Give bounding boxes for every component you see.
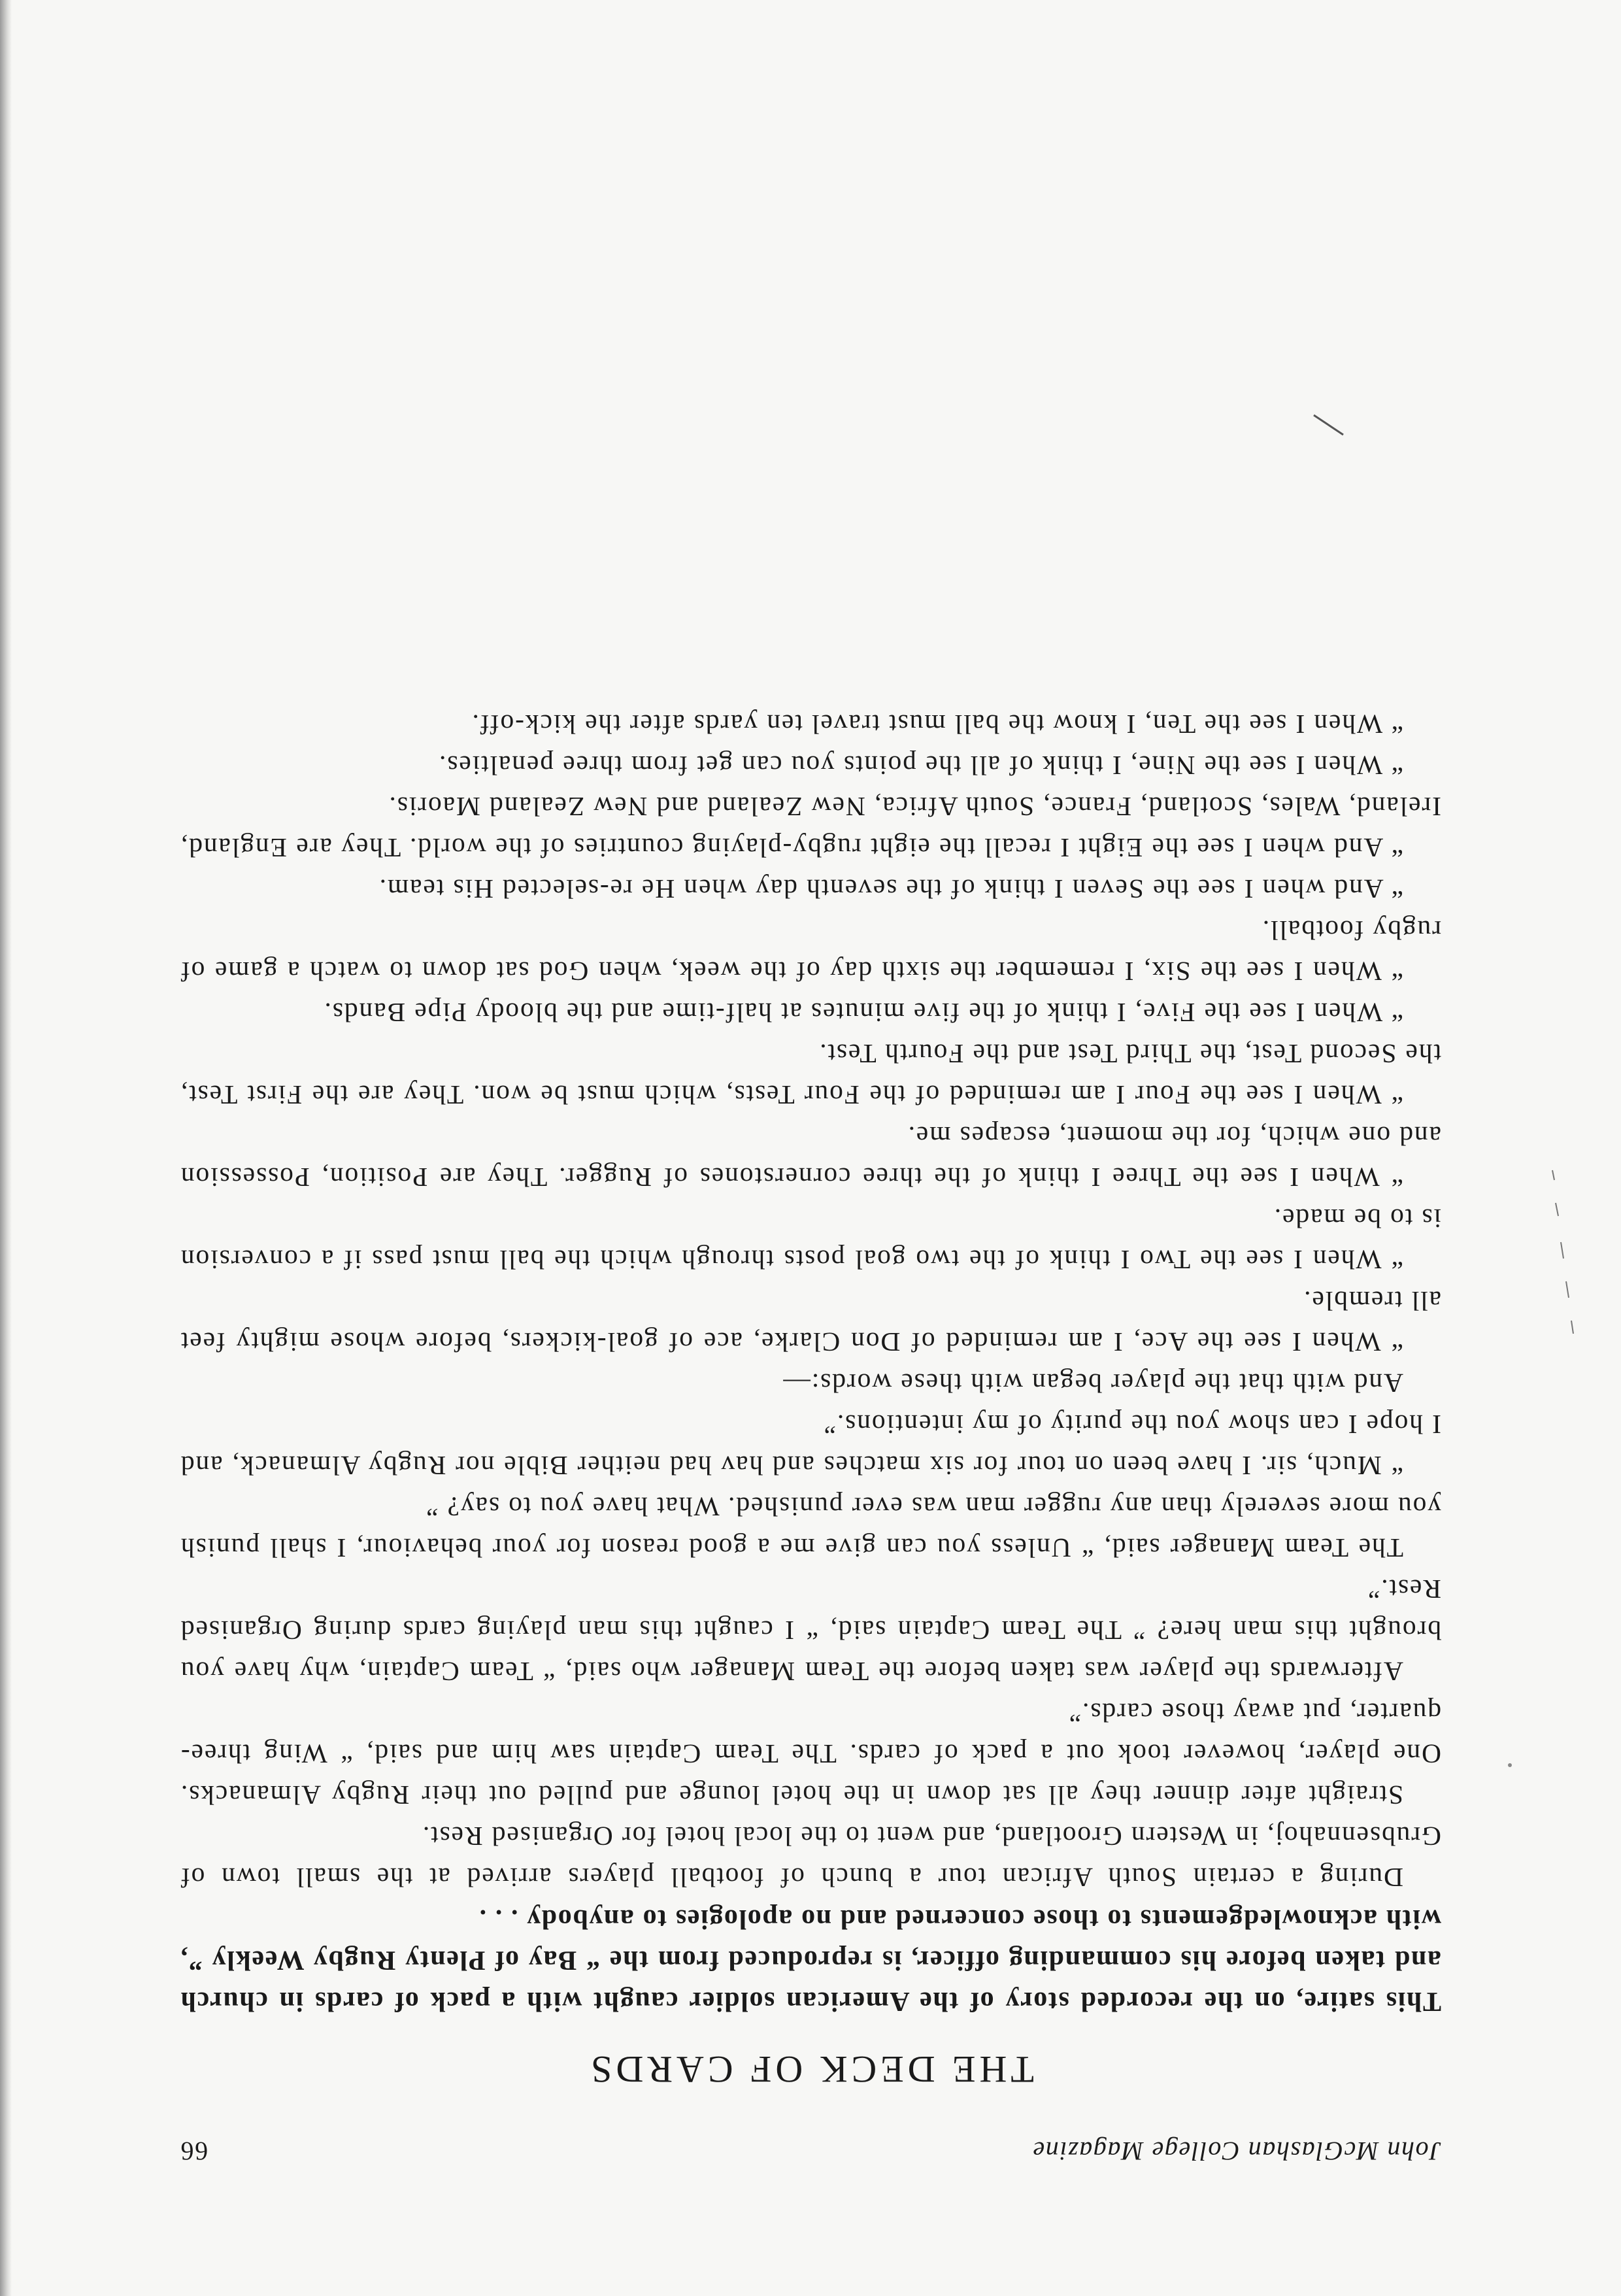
paragraph-5: “ Much, sir. I have been on tour for six matches and hav had neither Bible nor Rugby Almanack, and I hope I can show you the purity of my intentions.” (180, 1410, 1441, 1481)
paragraph-1: During a certain South African tour a bunch of football players arrived at the small town of Grubsennahoj, in Western Grootland, and went to the local hotel for Organised Rest. (180, 1821, 1441, 1893)
paragraph-10: “ When I see the Four I am reminded of the Four Tests, which must be won. They are the First Test, the Second Test, the Third Test and the Fourth Test. (180, 1039, 1441, 1110)
article-title: THE DECK OF CARDS (587, 2048, 1034, 2091)
paragraph-4: The Team Manager said, “ Unless you can give me a good reason for your behaviour, I shall punish you more severely than any rugger man was ever punished. What have you to say? ” (180, 1492, 1441, 1563)
page-number: 66 (180, 2136, 209, 2166)
paragraph-6: And with that the player began with these words:— (782, 1368, 1403, 1398)
paragraph-12: “ When I see the Six, I remember the sixth day of the week, when God sat down to watch a game of rugby football. (180, 915, 1441, 987)
article-intro: This satire, on the recorded story of the American soldier caught with a pack of cards in church and taken before his commanding officer, is reproduced from the “ Bay of Plenty Rugby Weekly ”, with acknowledgements to those concerned and no apologies to anybody . . . (180, 1904, 1441, 2016)
paragraph-3: Afterwards the player was taken before the Team Manager who said, “ Team Captain, why have you brought this man here? ” The Team Captain said, “ I caught this man playing cards during Organised Rest.” (180, 1574, 1441, 1687)
paragraph-7: “ When I see the Ace, I am reminded of Don Clarke, ace of goal-kickers, before whose mighty feet all tremble. (180, 1286, 1441, 1357)
paragraph-14: “ And when I see the Eight I recall the eight rugby-playing countries of the world. They are England, Ireland, Wales, Scotland, France, South Africa, New Zealand and New Zealand Maoris. (180, 792, 1441, 863)
paragraph-2: Straight after dinner they all sat down in the hotel lounge and pulled out their Rugby Almanacks. One player, however took out a pack of cards. The Team Captain saw him and said, “ Wing three-quarter, put away those cards.” (180, 1698, 1441, 1810)
paragraph-8: “ When I see the Two I think of the two goal posts through which the ball must pass if a conversion is to be made. (180, 1204, 1441, 1275)
paragraph-11: “ When I see the Five, I think of the five minutes at half-time and the bloody Pipe Bands. (323, 998, 1403, 1028)
pencil-dash-marks (1552, 1170, 1573, 1334)
pencil-slash-mark (1314, 415, 1343, 435)
paragraph-9: “ When I see the Three I think of the three cornerstones of Rugger. They are Position, Possession and one which, for the moment, escapes me. (180, 1121, 1441, 1192)
magazine-title: John McGlashan College Magazine (1031, 2136, 1441, 2166)
paragraph-15: “ When I see the Nine, I think of all the points you can get from three penalties. (438, 751, 1403, 781)
paragraph-13: “ And when I see the Seven I think of the seventh day when He re-selected His team. (378, 874, 1403, 904)
paragraph-16: “ When I see the Ten, I know the ball must travel ten yards after the kick-off. (471, 709, 1403, 739)
pencil-dot-mark (1508, 1763, 1512, 1767)
